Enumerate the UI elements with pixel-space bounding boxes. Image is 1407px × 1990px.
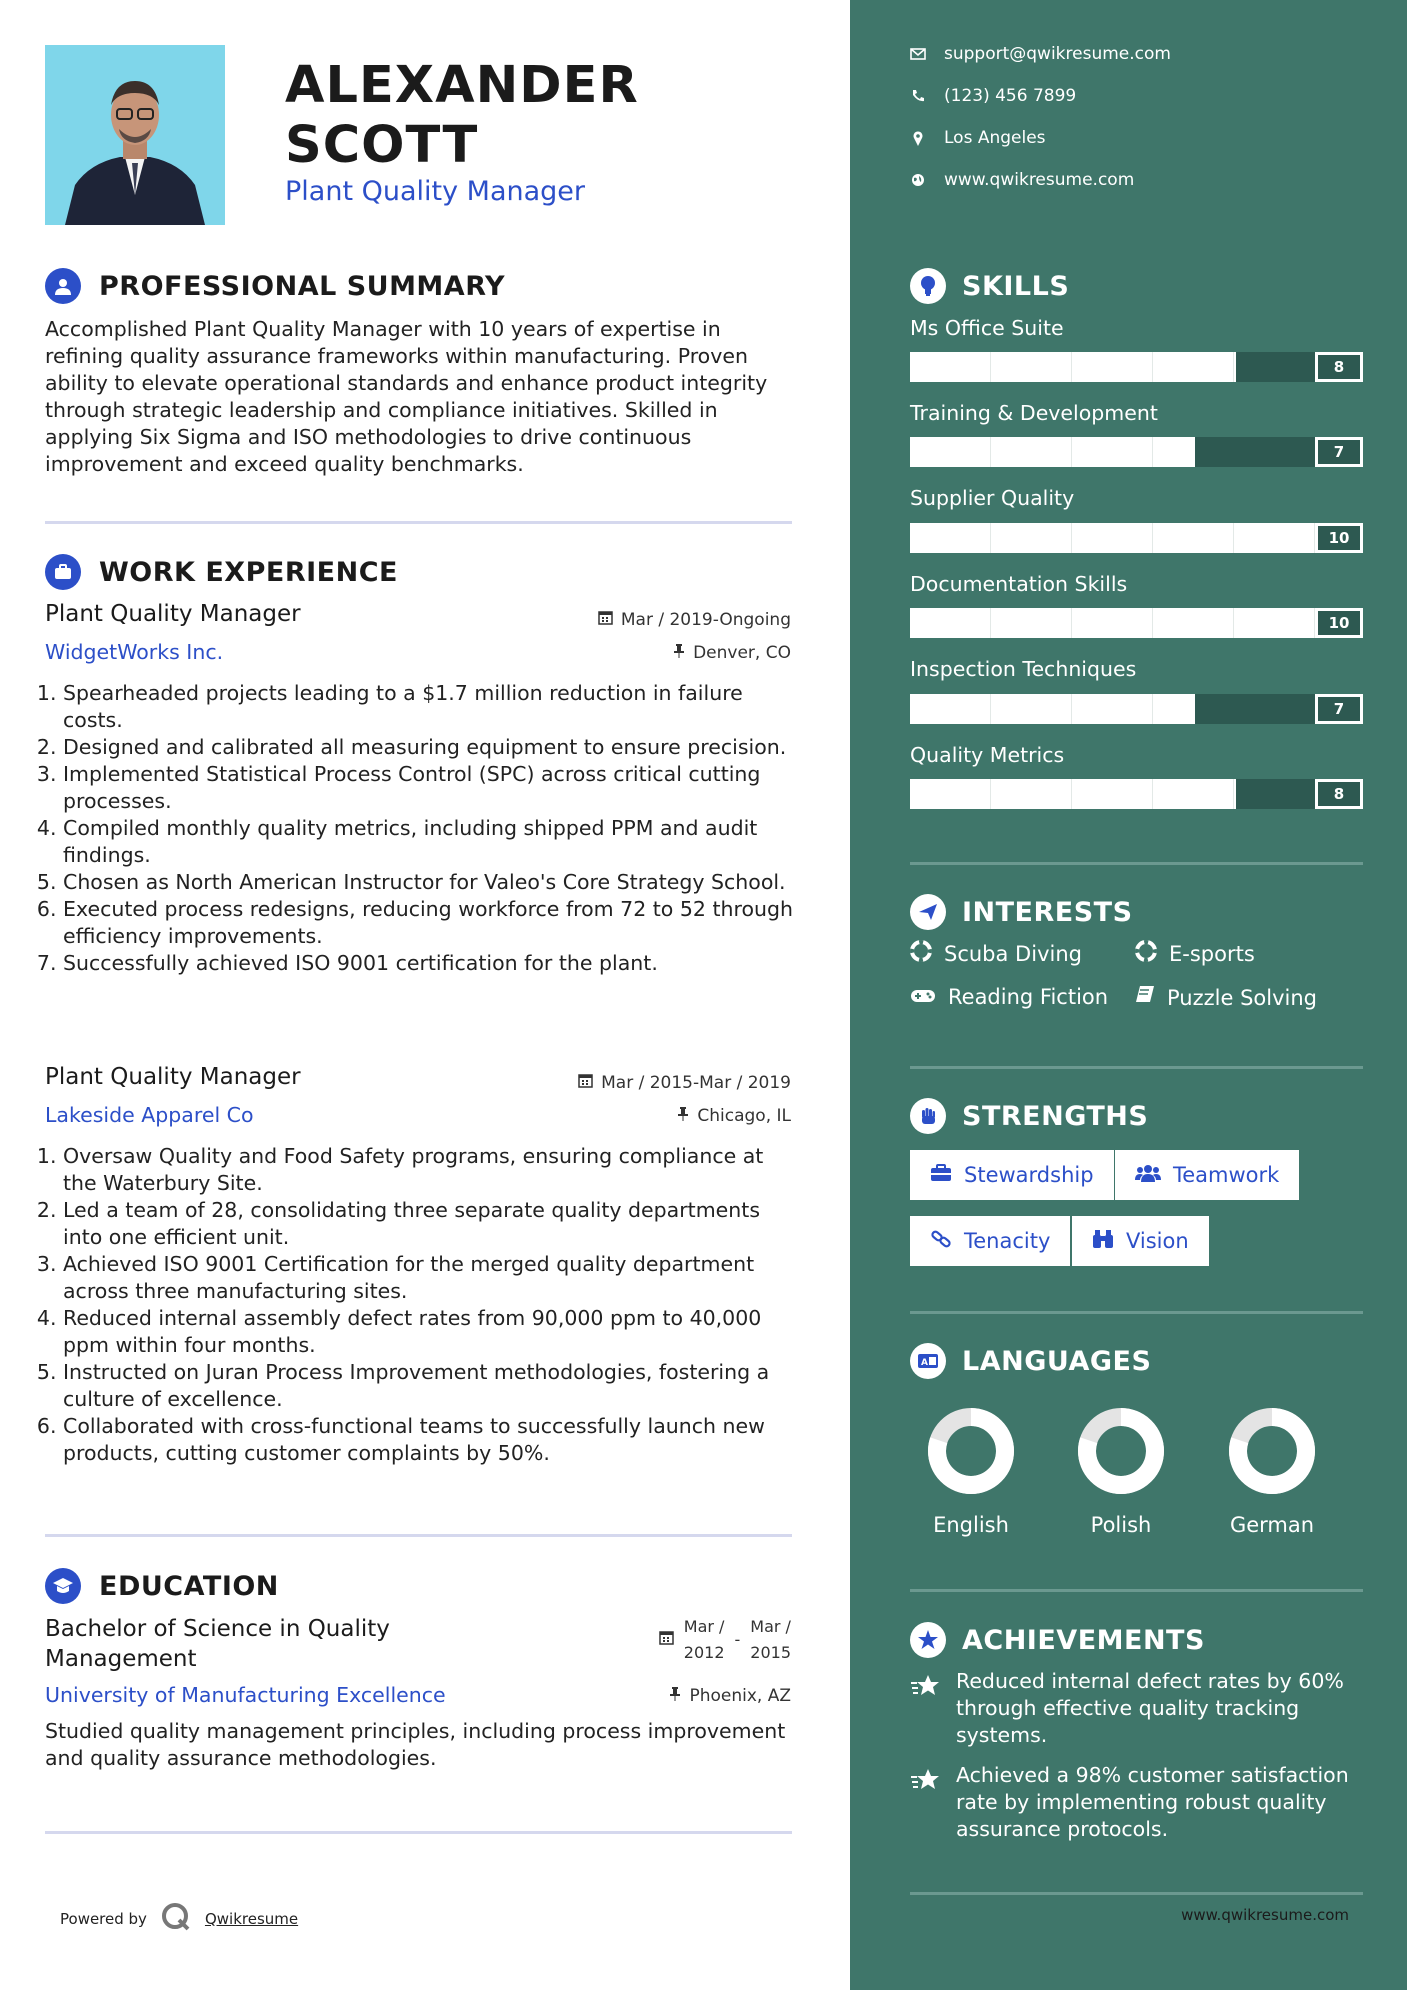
skill-bar <box>910 779 1363 809</box>
job-dates-text: Mar / 2019-Ongoing <box>620 610 791 630</box>
strength-chip <box>1072 1216 1209 1266</box>
candidate-role: Plant Quality Manager <box>285 176 586 207</box>
work-title: WORK EXPERIENCE <box>99 556 398 588</box>
profile-photo <box>45 45 225 225</box>
language-item <box>1061 1407 1181 1537</box>
skill-bar-fill <box>910 437 1195 467</box>
skill-name: Documentation Skills <box>910 572 1128 596</box>
strengths-heading <box>910 1098 1148 1134</box>
powered-by-label: Powered by <box>60 1910 147 1928</box>
svg-text:A: A <box>921 1358 928 1368</box>
skill-bar <box>910 352 1363 382</box>
skill-name: Inspection Techniques <box>910 657 1137 681</box>
strength-label: Tenacity <box>964 1229 1051 1253</box>
education-location <box>669 1686 791 1706</box>
strengths-title: STRENGTHS <box>962 1100 1149 1132</box>
strength-label: Stewardship <box>964 1163 1094 1187</box>
achievement-text: Reduced internal defect rates by 60% through effective quality tracking systems. <box>956 1669 1344 1747</box>
skill-bar <box>910 523 1363 553</box>
user-icon <box>45 268 81 304</box>
language-name: English <box>933 1513 1009 1537</box>
paper-plane-icon <box>910 894 946 930</box>
job-title: Plant Quality Manager <box>45 601 301 627</box>
list-item: 2. Designed and calibrated all measuring equipment to ensure precision. <box>63 734 795 761</box>
date-separator: - <box>734 1630 741 1649</box>
list-item: 2. Led a team of 28, consolidating three separate quality departments into one efficient unit. <box>63 1197 795 1251</box>
star-icon <box>910 1762 942 1843</box>
name-last: SCOTT <box>285 116 479 175</box>
language-donut <box>927 1407 1015 1495</box>
name-first: ALEXANDER <box>285 56 639 115</box>
education-heading <box>45 1568 279 1604</box>
strength-chip <box>1115 1150 1299 1200</box>
website-text[interactable]: www.qwikresume.com <box>944 170 1135 190</box>
lightbulb-icon <box>910 268 946 304</box>
end-month: Mar / <box>750 1617 791 1636</box>
start-date <box>684 1614 725 1666</box>
binoculars-icon <box>1092 1229 1114 1254</box>
briefcase-icon <box>45 554 81 590</box>
candidate-name <box>285 56 639 176</box>
summary-title: PROFESSIONAL SUMMARY <box>99 270 506 302</box>
language-name: German <box>1229 1513 1315 1537</box>
list-item: 1. Spearheaded projects leading to a $1.7 million reduction in failure costs. <box>63 680 795 734</box>
achievement-text: Achieved a 98% customer satisfaction rate by implementing robust quality assurance protocols. <box>956 1763 1349 1841</box>
divider <box>45 1534 792 1537</box>
end-date <box>750 1614 791 1666</box>
interest-item <box>910 940 1082 967</box>
graduation-cap-icon <box>45 1568 81 1604</box>
list-item: 6. Executed process redesigns, reducing workforce from 72 to 52 through efficiency improvements. <box>63 896 795 950</box>
languages-title: LANGUAGES <box>962 1345 1152 1377</box>
powered-by <box>60 1902 298 1936</box>
skill-name: Training & Development <box>910 401 1158 425</box>
interests-heading <box>910 894 1133 930</box>
email-text[interactable]: support@qwikresume.com <box>944 44 1171 64</box>
skill-bar-fill <box>910 523 1363 553</box>
life-ring-icon <box>1135 940 1157 967</box>
raised-fist-icon <box>910 1098 946 1134</box>
interest-label: Puzzle Solving <box>1167 985 1317 1010</box>
sidebar <box>850 0 1407 1990</box>
footer-website[interactable]: www.qwikresume.com <box>1181 1906 1349 1924</box>
achievement-item <box>910 1668 1370 1749</box>
strength-chip <box>910 1216 1070 1266</box>
list-item: 4. Reduced internal assembly defect rates from 90,000 ppm to 40,000 ppm within four months. <box>63 1305 795 1359</box>
globe-icon <box>910 173 926 187</box>
skill-value: 8 <box>1315 779 1363 809</box>
skill-bar-fill <box>910 779 1236 809</box>
skill-bar-fill <box>910 608 1363 638</box>
start-year: 2012 <box>683 1643 725 1662</box>
calendar-icon <box>598 610 613 630</box>
job-title: Plant Quality Manager <box>45 1064 301 1090</box>
divider <box>910 1311 1363 1314</box>
degree-line: Management <box>45 1646 197 1672</box>
list-item: 1. Oversaw Quality and Food Safety programs, ensuring compliance at the Waterbury Site. <box>63 1143 795 1197</box>
contact-location <box>910 128 1046 148</box>
skill-name: Quality Metrics <box>910 743 1065 767</box>
language-item <box>1212 1407 1332 1537</box>
job-dates <box>578 1073 791 1093</box>
divider <box>910 1066 1363 1069</box>
strength-label: Teamwork <box>1173 1163 1280 1187</box>
interest-label: Reading Fiction <box>948 985 1109 1009</box>
strength-chip <box>910 1150 1114 1200</box>
skill-bar <box>910 608 1363 638</box>
education-location-text: Phoenix, AZ <box>689 1686 791 1706</box>
divider <box>45 1831 792 1834</box>
list-item: 7. Successfully achieved ISO 9001 certification for the plant. <box>63 950 795 977</box>
job-location-text: Denver, CO <box>693 643 791 663</box>
list-item: 5. Chosen as North American Instructor for Valeo's Core Strategy School. <box>63 869 795 896</box>
language-icon <box>910 1343 946 1379</box>
skill-name: Supplier Quality <box>910 486 1075 510</box>
strength-label: Vision <box>1126 1229 1189 1253</box>
divider <box>45 521 792 524</box>
degree-line: Bachelor of Science in Quality <box>45 1616 390 1642</box>
interests-title: INTERESTS <box>962 896 1133 928</box>
book-icon <box>1135 985 1155 1010</box>
summary-heading <box>45 268 505 304</box>
skill-bar-fill <box>910 694 1195 724</box>
qwikresume-logo-icon <box>161 1902 191 1936</box>
pin-icon <box>677 1106 689 1126</box>
interest-item <box>1135 985 1317 1010</box>
divider <box>910 1892 1363 1895</box>
interest-label: E-sports <box>1169 941 1255 966</box>
skill-value: 10 <box>1315 523 1363 553</box>
map-pin-icon <box>910 131 926 146</box>
skills-heading <box>910 268 1069 304</box>
job-location <box>677 1106 791 1126</box>
summary-text: Accomplished Plant Quality Manager with 10 years of expertise in refining quality assurance frameworks within manufacturing. Proven ability to elevate operational standards and enhance product integrity through strategic leadership and compliance initiatives. Skilled in applying Six Sigma and ISO methodologies to drive continuous improvement and exceed quality benchmarks. <box>45 317 768 476</box>
job-company: WidgetWorks Inc. <box>45 640 224 664</box>
education-title: EDUCATION <box>99 1570 279 1602</box>
job-duties <box>45 680 795 977</box>
interest-item <box>910 985 1108 1009</box>
job-company: Lakeside Apparel Co <box>45 1103 254 1127</box>
life-ring-icon <box>910 940 932 967</box>
phone-icon <box>910 89 926 103</box>
job-location <box>673 643 791 663</box>
degree-title <box>45 1614 390 1674</box>
list-item: 4. Compiled monthly quality metrics, including shipped PPM and audit findings. <box>63 815 795 869</box>
contact-email <box>910 44 1171 64</box>
job-location-text: Chicago, IL <box>697 1106 791 1126</box>
skill-value: 8 <box>1315 352 1363 382</box>
phone-text[interactable]: (123) 456 7899 <box>944 86 1077 106</box>
achievements-title: ACHIEVEMENTS <box>962 1624 1205 1656</box>
skill-name: Ms Office Suite <box>910 316 1064 340</box>
users-icon <box>1135 1163 1161 1187</box>
skill-value: 7 <box>1315 694 1363 724</box>
skill-value: 10 <box>1315 608 1363 638</box>
education-dates <box>659 1614 791 1666</box>
achievement-item <box>910 1762 1370 1843</box>
pin-icon <box>669 1686 681 1706</box>
language-item <box>911 1407 1031 1537</box>
skill-bar-fill <box>910 352 1236 382</box>
list-item: 5. Instructed on Juran Process Improvement methodologies, fostering a culture of excellence. <box>63 1359 795 1413</box>
job-dates-text: Mar / 2015-Mar / 2019 <box>601 1073 791 1093</box>
education-text: Studied quality management principles, including process improvement and quality assurance methodologies. <box>45 1719 786 1770</box>
language-donut <box>1228 1407 1316 1495</box>
languages-heading <box>910 1343 1151 1379</box>
school-name: University of Manufacturing Excellence <box>45 1683 446 1707</box>
interest-label: Scuba Diving <box>944 941 1082 966</box>
contact-website <box>910 170 1134 190</box>
star-icon <box>910 1668 942 1749</box>
gamepad-icon <box>910 985 936 1009</box>
list-item: 3. Achieved ISO 9001 Certification for the merged quality department across three manufacturing sites. <box>63 1251 795 1305</box>
divider <box>910 862 1363 865</box>
achievements-heading <box>910 1622 1205 1658</box>
job-dates <box>598 610 791 630</box>
skill-value: 7 <box>1315 437 1363 467</box>
calendar-icon <box>659 1627 674 1653</box>
language-donut <box>1077 1407 1165 1495</box>
link-icon <box>930 1228 952 1255</box>
interest-item <box>1135 940 1255 967</box>
skills-title: SKILLS <box>962 270 1070 302</box>
location-text: Los Angeles <box>944 128 1046 148</box>
job-duties <box>45 1143 795 1467</box>
end-year: 2015 <box>750 1643 791 1662</box>
divider <box>910 1589 1363 1592</box>
brand-link[interactable]: Qwikresume <box>204 1910 299 1928</box>
pin-icon <box>673 643 685 663</box>
list-item: 3. Implemented Statistical Process Control (SPC) across critical cutting processes. <box>63 761 795 815</box>
start-month: Mar / <box>683 1617 725 1636</box>
skill-bar <box>910 694 1363 724</box>
calendar-icon <box>578 1073 593 1093</box>
language-name: Polish <box>1090 1513 1152 1537</box>
list-item: 6. Collaborated with cross-functional teams to successfully launch new products, cutting customer complaints by 50%. <box>63 1413 795 1467</box>
star-badge-icon <box>910 1622 946 1658</box>
envelope-icon <box>910 48 926 60</box>
skill-bar <box>910 437 1363 467</box>
briefcase-icon <box>930 1163 952 1187</box>
work-heading <box>45 554 398 590</box>
contact-phone <box>910 86 1076 106</box>
